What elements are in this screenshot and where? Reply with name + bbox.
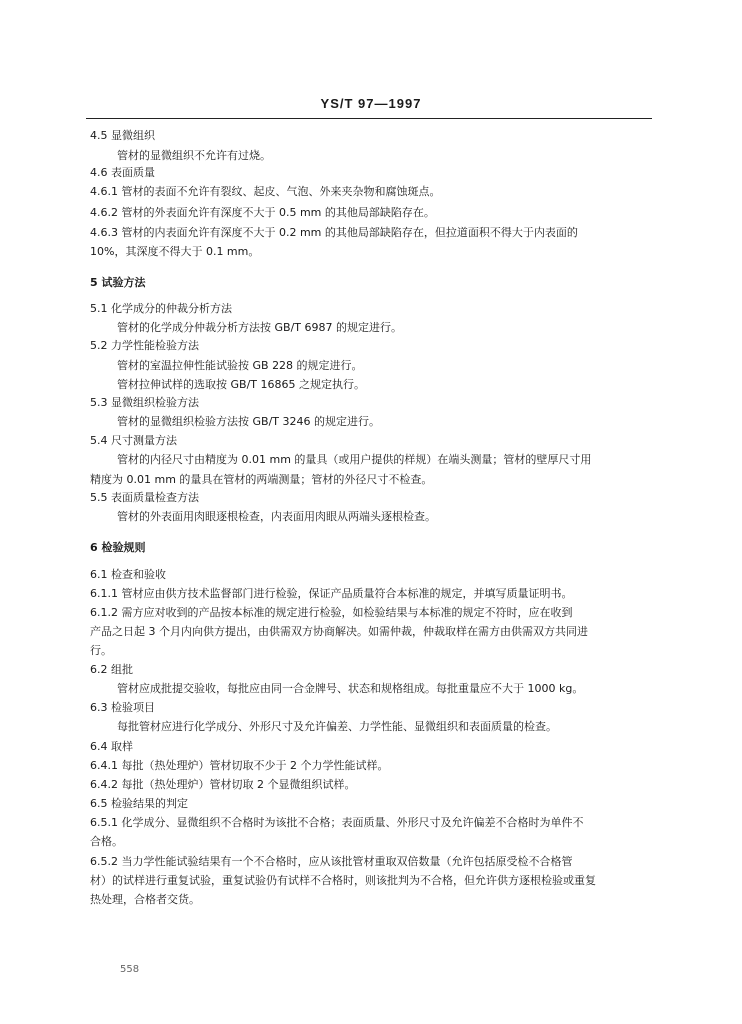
standard-number-header: YS/T 97—1997 bbox=[320, 96, 422, 111]
clause-text: 热处理，合格者交货。 bbox=[90, 893, 200, 906]
clause-text: 管材的内径尺寸由精度为 0.01 mm 的量具（或用户提供的样规）在端头测量；管材的壁厚尺寸用 bbox=[117, 453, 592, 466]
clause-text: 6.4.1 每批（热处理炉）管材切取不少于 2 个力学性能试样。 bbox=[90, 759, 389, 772]
clause-text: 管材的化学成分仲裁分析方法按 GB/T 6987 的规定进行。 bbox=[117, 321, 402, 334]
clause-heading: 5.1 化学成分的仲裁分析方法 bbox=[90, 302, 232, 315]
clause-text: 6.5.2 当力学性能试验结果有一个不合格时，应从该批管材重取双倍数量（允许包括原受检不合格管 bbox=[90, 855, 573, 868]
clause-heading: 6.1 检查和验收 bbox=[90, 568, 166, 581]
clause-text: 管材的室温拉伸性能试验按 GB 228 的规定进行。 bbox=[117, 359, 363, 372]
clause-heading: 6.5 检验结果的判定 bbox=[90, 797, 188, 810]
clause-text: 6.4.2 每批（热处理炉）管材切取 2 个显微组织试样。 bbox=[90, 778, 356, 791]
section-heading: 5 试验方法 bbox=[90, 276, 146, 289]
clause-heading: 4.5 显微组织 bbox=[90, 129, 155, 142]
clause-text: 管材的显微组织检验方法按 GB/T 3246 的规定进行。 bbox=[117, 415, 380, 428]
clause-text: 管材应成批提交验收，每批应由同一合金牌号、状态和规格组成。每批重量应不大于 1000 kg。 bbox=[117, 682, 584, 695]
clause-text: 4.6.3 管材的内表面允许有深度不大于 0.2 mm 的其他局部缺陷存在，但拉道面积不得大于内表面的 bbox=[90, 226, 578, 239]
clause-text: 行。 bbox=[90, 644, 112, 657]
clause-heading: 6.2 组批 bbox=[90, 663, 133, 676]
clause-text: 6.1.1 管材应由供方技术监督部门进行检验，保证产品质量符合本标准的规定，并填写质量证明书。 bbox=[90, 587, 573, 600]
clause-heading: 6.4 取样 bbox=[90, 740, 133, 753]
section-heading: 6 检验规则 bbox=[90, 541, 146, 554]
clause-text: 管材拉伸试样的选取按 GB/T 16865 之规定执行。 bbox=[117, 378, 365, 391]
page-number: 558 bbox=[120, 964, 140, 975]
clause-text: 管材的显微组织不允许有过烧。 bbox=[117, 149, 271, 162]
clause-text: 每批管材应进行化学成分、外形尺寸及允许偏差、力学性能、显微组织和表面质量的检查。 bbox=[117, 720, 557, 733]
clause-text: 产品之日起 3 个月内向供方提出，由供需双方协商解决。如需仲裁，仲裁取样在需方由供需双方共同进 bbox=[90, 625, 588, 638]
clause-text: 合格。 bbox=[90, 835, 123, 848]
clause-heading: 5.2 力学性能检验方法 bbox=[90, 339, 199, 352]
clause-text: 10%，其深度不得大于 0.1 mm。 bbox=[90, 245, 260, 258]
clause-text: 6.5.1 化学成分、显微组织不合格时为该批不合格；表面质量、外形尺寸及允许偏差不合格时为单件不 bbox=[90, 816, 584, 829]
clause-text: 6.1.2 需方应对收到的产品按本标准的规定进行检验，如检验结果与本标准的规定不符时，应在收到 bbox=[90, 606, 573, 619]
clause-heading: 5.5 表面质量检查方法 bbox=[90, 491, 199, 504]
clause-text: 4.6.2 管材的外表面允许有深度不大于 0.5 mm 的其他局部缺陷存在。 bbox=[90, 206, 435, 219]
clause-text: 精度为 0.01 mm 的量具在管材的两端测量；管材的外径尺寸不检查。 bbox=[90, 473, 433, 486]
clause-heading: 4.6 表面质量 bbox=[90, 166, 155, 179]
clause-text: 管材的外表面用肉眼逐根检查，内表面用肉眼从两端头逐根检查。 bbox=[117, 510, 436, 523]
clause-text: 4.6.1 管材的表面不允许有裂纹、起皮、气泡、外来夹杂物和腐蚀斑点。 bbox=[90, 185, 441, 198]
clause-heading: 5.4 尺寸测量方法 bbox=[90, 434, 177, 447]
header-rule bbox=[86, 118, 652, 119]
clause-heading: 5.3 显微组织检验方法 bbox=[90, 396, 199, 409]
clause-heading: 6.3 检验项目 bbox=[90, 701, 155, 714]
clause-text: 材）的试样进行重复试验，重复试验仍有试样不合格时，则该批判为不合格，但允许供方逐根检验或重复 bbox=[90, 874, 596, 887]
